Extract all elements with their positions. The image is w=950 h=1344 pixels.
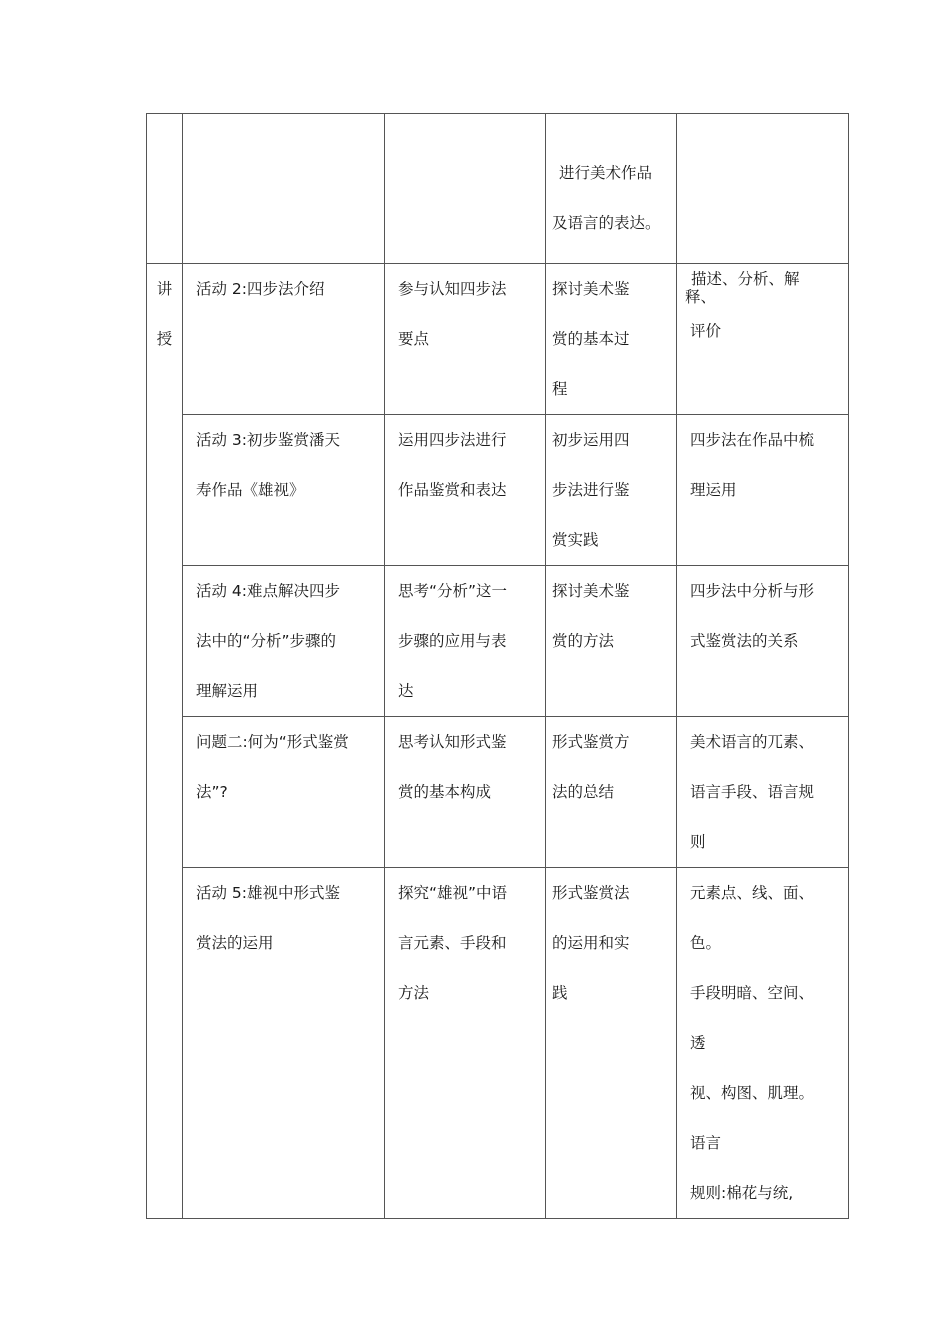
cell-line: 透 [690, 1034, 706, 1052]
cell-line: 探究“雄视”中语 [398, 884, 508, 902]
stage-char: 讲 [156, 280, 173, 298]
student-activity-cell [385, 415, 546, 566]
activity-cell [183, 415, 385, 566]
purpose-cell [546, 264, 677, 415]
cell-line: 初步运用四 [552, 431, 630, 449]
purpose-cell [546, 415, 677, 566]
cell-line: 活动 3:初步鉴赏潘天 [196, 431, 341, 449]
cell-line: 理运用 [690, 481, 737, 499]
cell-line: 寿作品《雄视》 [196, 481, 305, 499]
cell-line: 赏实践 [552, 531, 599, 549]
content-cell [677, 114, 849, 264]
content-cell [677, 566, 849, 717]
activity-cell [183, 868, 385, 1219]
cell-line: 赏法的运用 [196, 934, 274, 952]
cell-line: 语言 [690, 1134, 722, 1152]
cell-line: 赏的方法 [552, 632, 615, 650]
cell-line: 及语言的表达。 [552, 214, 661, 232]
table-row [147, 114, 849, 264]
cell-line: 法”? [196, 783, 228, 801]
student-activity-cell [385, 264, 546, 415]
cell-line: 法的总结 [552, 783, 615, 801]
stage-cell [147, 264, 183, 1219]
cell-line: 四步法在作品中梳 [690, 431, 815, 449]
cell-line: 语言手段、语言规 [690, 783, 815, 801]
lesson-plan-table [146, 113, 849, 1219]
table-row [147, 264, 849, 415]
cell-line: 规则:棉花与统, [690, 1184, 794, 1202]
cell-line: 释、 [685, 288, 717, 306]
cell-line: 式鉴赏法的关系 [690, 632, 799, 650]
cell-line: 理解运用 [196, 682, 259, 700]
cell-line: 思考认知形式鉴 [398, 733, 507, 751]
cell-line: 评价 [690, 322, 722, 340]
cell-line: 进行美术作品 [559, 164, 653, 182]
student-activity-cell [385, 717, 546, 868]
cell-line: 程 [552, 380, 568, 398]
cell-line: 赏的基本过 [552, 330, 630, 348]
cell-line: 践 [552, 984, 568, 1002]
table-row [147, 566, 849, 717]
cell-line: 参与认知四步法 [398, 280, 507, 298]
cell-line: 探讨美术鉴 [552, 582, 630, 600]
cell-line: 问题二:何为“形式鉴赏 [196, 733, 349, 751]
cell-line: 思考“分析”这一 [398, 582, 508, 600]
cell-line: 运用四步法进行 [398, 431, 507, 449]
cell-line: 元素点、线、面、 [690, 884, 815, 902]
content-cell [677, 717, 849, 868]
table-row [147, 717, 849, 868]
table-row [147, 868, 849, 1219]
cell-line: 言元素、手段和 [398, 934, 507, 952]
cell-line: 美术语言的兀素、 [690, 733, 815, 751]
cell-line: 方法 [398, 984, 430, 1002]
cell-line: 赏的基本构成 [398, 783, 492, 801]
cell-line: 色。 [690, 934, 722, 952]
cell-line: 手段明暗、空间、 [690, 984, 815, 1002]
content-cell [677, 868, 849, 1219]
cell-line: 步骤的应用与表 [398, 632, 507, 650]
stage-char: 授 [156, 330, 173, 348]
purpose-cell [546, 114, 677, 264]
cell-line: 视、构图、肌理。 [690, 1084, 815, 1102]
cell-line: 作品鉴赏和表达 [398, 481, 507, 499]
activity-cell [183, 566, 385, 717]
student-activity-cell [385, 566, 546, 717]
cell-line: 法中的“分析”步骤的 [196, 632, 337, 650]
cell-line: 形式鉴赏方 [552, 733, 630, 751]
cell-line: 步法进行鉴 [552, 481, 630, 499]
cell-line: 活动 2:四步法介绍 [196, 280, 325, 298]
student-activity-cell [385, 114, 546, 264]
purpose-cell [546, 717, 677, 868]
table-row [147, 415, 849, 566]
cell-line: 描述、分析、解 [691, 270, 800, 288]
activity-cell [183, 114, 385, 264]
cell-line: 活动 4:难点解决四步 [196, 582, 341, 600]
cell-line: 探讨美术鉴 [552, 280, 630, 298]
cell-line: 形式鉴赏法 [552, 884, 630, 902]
cell-line: 活动 5:雄视中形式鉴 [196, 884, 341, 902]
cell-line: 的运用和实 [552, 934, 630, 952]
purpose-cell [546, 868, 677, 1219]
student-activity-cell [385, 868, 546, 1219]
stage-cell-empty [147, 114, 183, 264]
cell-line: 要点 [398, 330, 430, 348]
cell-line: 则 [690, 833, 706, 851]
purpose-cell [546, 566, 677, 717]
cell-line: 四步法中分析与形 [690, 582, 815, 600]
cell-line: 达 [398, 682, 414, 700]
activity-cell [183, 717, 385, 868]
content-cell [677, 264, 849, 415]
activity-cell [183, 264, 385, 415]
content-cell [677, 415, 849, 566]
